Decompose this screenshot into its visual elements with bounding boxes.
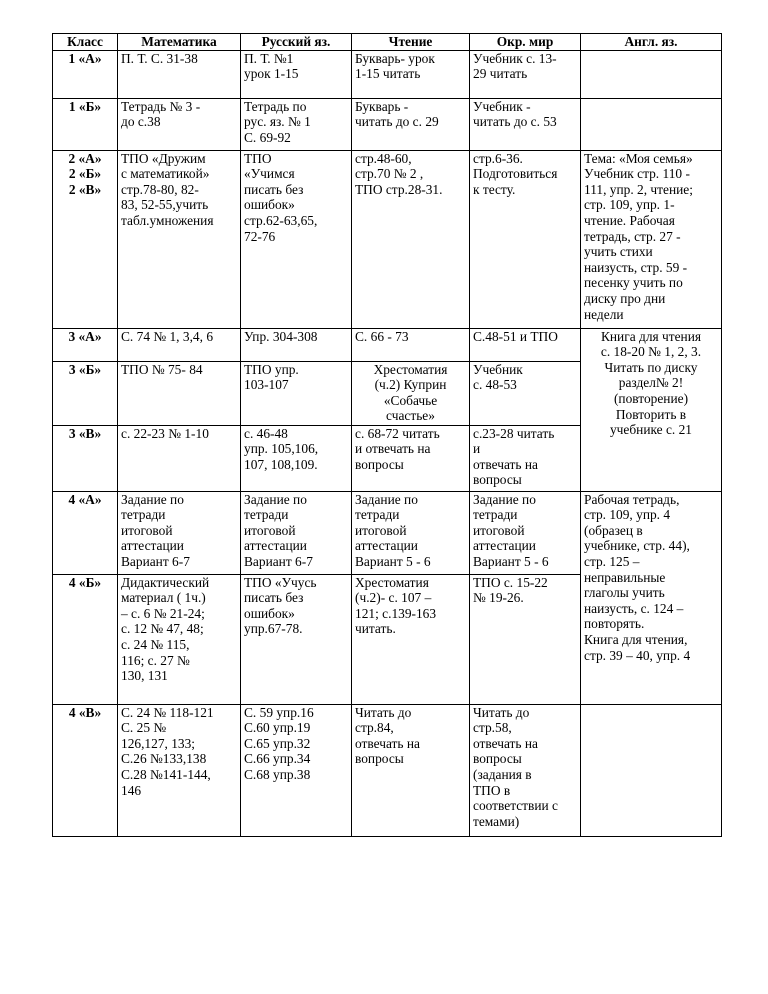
table-row xyxy=(53,150,722,328)
header-math: Математика xyxy=(118,34,241,51)
class-cell: 1 «Б» xyxy=(53,98,118,150)
header-klass: Класс xyxy=(53,34,118,51)
math-cell: Задание по тетради итоговой аттестации Вариант 6-7 xyxy=(118,491,241,574)
world-cell: Учебник с. 48-53 xyxy=(470,361,581,425)
russian-cell: Тетрадь по рус. яз. № 1 С. 69-92 xyxy=(241,98,352,150)
header-world: Окр. мир xyxy=(470,34,581,51)
world-cell: Задание по тетради итоговой аттестации Вариант 5 - 6 xyxy=(470,491,581,574)
english-cell xyxy=(581,704,722,836)
header-english: Англ. яз. xyxy=(581,34,722,51)
reading-cell: Читать до стр.84, отвечать на вопросы xyxy=(352,704,470,836)
reading-cell: Хрестоматия (ч.2)- с. 107 – 121; с.139-163 читать. xyxy=(352,574,470,704)
world-cell: ТПО с. 15-22 № 19-26. xyxy=(470,574,581,704)
reading-cell: Букварь - читать до с. 29 xyxy=(352,98,470,150)
math-cell: С. 24 № 118-121 С. 25 № 126,127, 133; С.26 №133,138 С.28 №141-144, 146 xyxy=(118,704,241,836)
russian-cell: ТПО упр. 103-107 xyxy=(241,361,352,425)
math-cell: с. 22-23 № 1-10 xyxy=(118,425,241,491)
russian-cell: С. 59 упр.16 С.60 упр.19 С.65 упр.32 С.66 упр.34 С.68 упр.38 xyxy=(241,704,352,836)
class-cell: 4 «А» xyxy=(53,491,118,574)
table-row xyxy=(53,491,722,574)
world-cell: Учебник с. 13- 29 читать xyxy=(470,50,581,98)
math-cell: ТПО № 75- 84 xyxy=(118,361,241,425)
class-cell: 4 «Б» xyxy=(53,574,118,704)
table-row xyxy=(53,328,722,361)
table-row xyxy=(53,704,722,836)
world-cell: С.48-51 и ТПО xyxy=(470,328,581,361)
class-cell: 4 «В» xyxy=(53,704,118,836)
russian-cell: ТПО «Учимся писать без ошибок» стр.62-63,65, 72-76 xyxy=(241,150,352,328)
reading-cell: Задание по тетради итоговой аттестации Вариант 5 - 6 xyxy=(352,491,470,574)
world-cell: с.23-28 читать и отвечать на вопросы xyxy=(470,425,581,491)
class-cell: 1 «А» xyxy=(53,50,118,98)
class-cell: 3 «Б» xyxy=(53,361,118,425)
russian-cell: ТПО «Учусь писать без ошибок» упр.67-78. xyxy=(241,574,352,704)
table-header-row xyxy=(53,34,722,51)
english-cell: Книга для чтения с. 18-20 № 1, 2, 3. Читать по диску раздел№ 2! (повторение) Повторить в учебнике с. 21 xyxy=(581,328,722,491)
math-cell: Дидактический материал ( 1ч.) – с. 6 № 21-24; с. 12 № 47, 48; с. 24 № 115, 116; с. 27 № 130, 131 xyxy=(118,574,241,704)
reading-cell: с. 68-72 читать и отвечать на вопросы xyxy=(352,425,470,491)
reading-cell: С. 66 - 73 xyxy=(352,328,470,361)
russian-cell: с. 46-48 упр. 105,106, 107, 108,109. xyxy=(241,425,352,491)
class-cell: 3 «А» xyxy=(53,328,118,361)
russian-cell: Упр. 304-308 xyxy=(241,328,352,361)
english-cell xyxy=(581,50,722,98)
russian-cell: Задание по тетради итоговой аттестации Вариант 6-7 xyxy=(241,491,352,574)
world-cell: Читать до стр.58, отвечать на вопросы (задания в ТПО в соответствии с темами) xyxy=(470,704,581,836)
table-row xyxy=(53,50,722,98)
reading-cell: Хрестоматия (ч.2) Куприн «Собачье счастье» xyxy=(352,361,470,425)
reading-cell: стр.48-60, стр.70 № 2 , ТПО стр.28-31. xyxy=(352,150,470,328)
reading-cell: Букварь- урок 1-15 читать xyxy=(352,50,470,98)
math-cell: Тетрадь № 3 - до с.38 xyxy=(118,98,241,150)
english-cell: Рабочая тетрадь, стр. 109, упр. 4 (образец в учебнике, стр. 44), стр. 125 – неправильные глаголы учить наизусть, с. 124 – повторять. Книга для чтения, стр. 39 – 40, упр. 4 xyxy=(581,491,722,704)
english-cell: Тема: «Моя семья» Учебник стр. 110 - 111, упр. 2, чтение; стр. 109, упр. 1- чтение. Рабочая тетрадь, стр. 27 - учить стихи наизусть, стр. 59 - песенку учить по диску про дни недели xyxy=(581,150,722,328)
world-cell: Учебник - читать до с. 53 xyxy=(470,98,581,150)
math-cell: П. Т. С. 31-38 xyxy=(118,50,241,98)
english-cell xyxy=(581,98,722,150)
class-cell: 2 «А» 2 «Б» 2 «В» xyxy=(53,150,118,328)
header-russian: Русский яз. xyxy=(241,34,352,51)
class-cell: 3 «В» xyxy=(53,425,118,491)
table-row xyxy=(53,98,722,150)
math-cell: С. 74 № 1, 3,4, 6 xyxy=(118,328,241,361)
header-reading: Чтение xyxy=(352,34,470,51)
homework-table xyxy=(52,33,722,837)
world-cell: стр.6-36. Подготовиться к тесту. xyxy=(470,150,581,328)
math-cell: ТПО «Дружим с математикой» стр.78-80, 82- 83, 52-55,учить табл.умножения xyxy=(118,150,241,328)
russian-cell: П. Т. №1 урок 1-15 xyxy=(241,50,352,98)
